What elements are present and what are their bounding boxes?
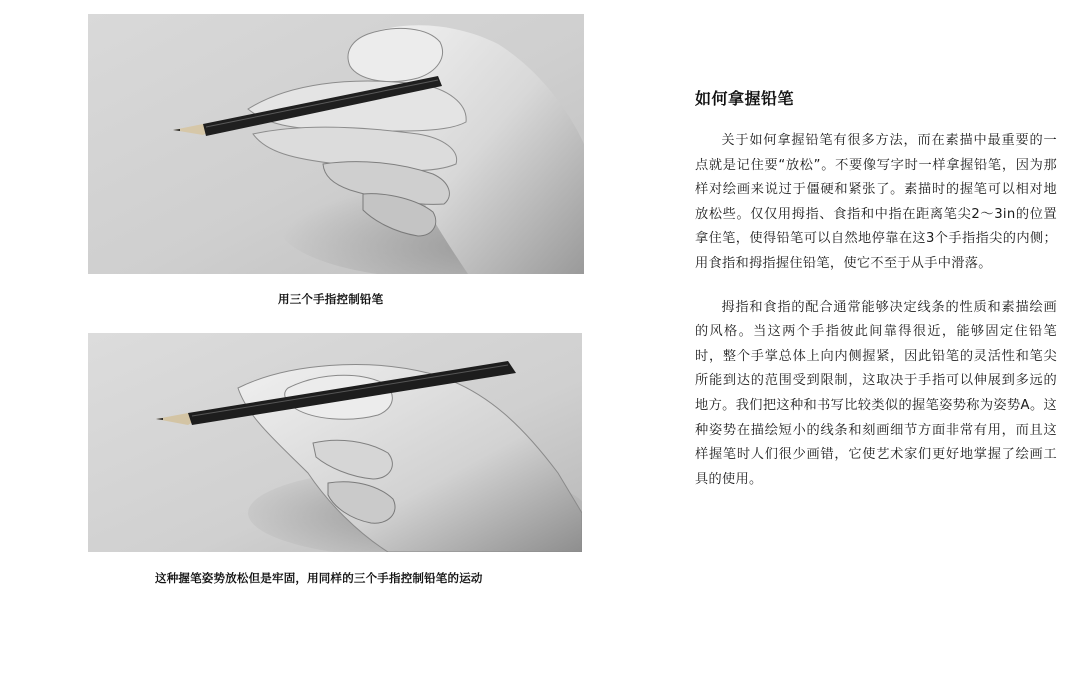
- figure-caption-1: 用三个手指控制铅笔: [278, 292, 384, 306]
- photo-relaxed-grip: [88, 333, 582, 552]
- article-paragraph-1: 关于如何拿握铅笔有很多方法，而在素描中最重要的一点就是记住要“放松”。不要像写字时一样拿握铅笔，因为那样对绘画来说过于僵硬和紧张了。素描时的握笔可以相对地放松些。仅仅用拇指、食指和中指在距离笔尖2～3in的位置拿住笔，使得铅笔可以自然地停靠在这3个手指指尖的内侧；用食指和拇指握住铅笔，使它不至于从手中滑落。: [695, 133, 1057, 271]
- article: [695, 86, 1057, 492]
- article-paragraph-2: 拇指和食指的配合通常能够决定线条的性质和素描绘画的风格。当这两个手指彼此间靠得很近，能够固定住铅笔时，整个手掌总体上向内侧握紧，因此铅笔的灵活性和笔尖所能到达的范围受到限制，这取决于手指可以伸展到多远的地方。我们把这种和书写比较类似的握笔姿势称为姿势A。这种姿势在描绘短小的线条和刻画细节方面非常有用，而且这样握笔时人们很少画错，它使艺术家们更好地掌握了绘画工具的使用。: [695, 299, 1057, 487]
- photo-hand-three-fingers: [88, 14, 584, 274]
- figure-caption-2: 这种握笔姿势放松但是牢固，用同样的三个手指控制铅笔的运动: [155, 571, 483, 585]
- article-title: 如何拿握铅笔: [695, 89, 795, 108]
